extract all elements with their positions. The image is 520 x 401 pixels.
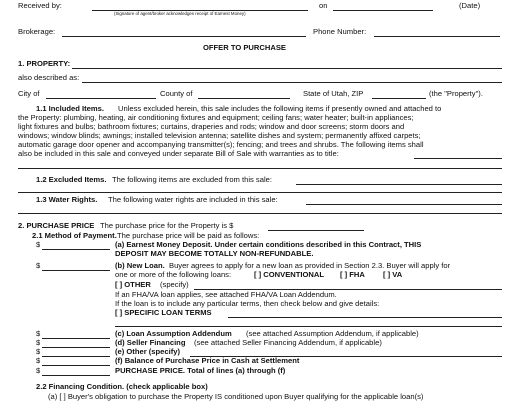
received-by-label: Received by: xyxy=(18,1,62,10)
new-loan-amount[interactable] xyxy=(42,270,110,271)
purchase-price-field[interactable] xyxy=(268,230,364,231)
balance-cash-label: (f) Balance of Purchase Price in Cash at Settlement xyxy=(115,356,300,365)
phone-field[interactable] xyxy=(374,36,500,37)
new-loan-line-1: Buyer agrees to apply for a new loan as provided in Section 2.3. Buyer will apply for xyxy=(169,261,451,270)
county-label: County of xyxy=(160,89,193,98)
earnest-money-line-2: DEPOSIT MAY BECOME TOTALLY NON-REFUNDABLE. xyxy=(115,249,314,258)
other-specify-payment-label: (e) Other (specify) xyxy=(115,347,180,356)
received-by-caption: (Signature of agent/broker acknowledges receipt of Earnest Money) xyxy=(114,11,246,16)
total-price-amount[interactable] xyxy=(42,375,110,376)
property-heading: 1. PROPERTY: xyxy=(18,59,71,68)
method-heading: 2.1 Method of Payment. xyxy=(32,231,117,240)
property-quote: (the "Property"). xyxy=(429,89,483,98)
brokerage-field[interactable] xyxy=(62,36,306,37)
fha-checkbox[interactable]: [ ] FHA xyxy=(340,270,365,279)
seller-financing-text: (see attached Seller Financing Addendum, if applicable) xyxy=(194,338,382,347)
dollar-f: $ xyxy=(36,356,41,365)
water-rights-field-2[interactable] xyxy=(18,213,502,214)
seller-financing-amount[interactable] xyxy=(42,347,110,348)
earnest-money-line-1: (a) Earnest Money Deposit. Under certain conditions described in this Contract, THIS xyxy=(115,240,422,249)
loan-assumption-amount[interactable] xyxy=(42,338,110,339)
financing-condition-a[interactable]: (a) [ ] Buyer's obligation to purchase the Property IS conditioned upon Buyer qualifying for the applicable loan(s) xyxy=(48,392,424,401)
financing-condition-heading: 2.2 Financing Condition. (check applicable box) xyxy=(36,382,208,391)
water-rights-field[interactable] xyxy=(306,204,502,205)
fha-va-note: If an FHA/VA loan applies, see attached FHA/VA Loan Addendum. xyxy=(115,290,337,299)
excluded-heading: 1.2 Excluded Items. xyxy=(36,175,107,184)
document-title: OFFER TO PURCHASE xyxy=(203,43,286,52)
water-heading: 1.3 Water Rights. xyxy=(36,195,98,204)
conventional-checkbox[interactable]: [ ] CONVENTIONAL xyxy=(254,270,325,279)
description-field[interactable] xyxy=(82,82,502,83)
county-field[interactable] xyxy=(198,98,290,99)
city-field[interactable] xyxy=(46,98,156,99)
loan-terms-note: If the loan is to include any particular terms, then check below and give details: xyxy=(115,299,380,308)
dollar-e: $ xyxy=(36,347,41,356)
va-checkbox[interactable]: [ ] VA xyxy=(383,270,403,279)
specific-loan-terms-checkbox[interactable]: [ ] SPECIFIC LOAN TERMS xyxy=(115,308,212,317)
included-items-field[interactable] xyxy=(414,158,502,159)
included-line-5: automatic garage door opener and accompanying transmitter(s); fencing; and trees and shrubs. The following items shall xyxy=(18,140,424,149)
dollar-a: $ xyxy=(36,240,41,249)
included-line-3: light fixtures and bulbs; bathroom fixtures; curtains, draperies and rods; window and door screens; storm doors and xyxy=(18,122,405,131)
on-label: on xyxy=(319,1,328,10)
included-line-1: Unless excluded herein, this sale includes the following items if presently owned and attached to xyxy=(118,104,442,113)
seller-financing-label: (d) Seller Financing xyxy=(115,338,186,347)
purchase-heading-text: The purchase price for the Property is $ xyxy=(100,221,234,230)
earnest-money-amount[interactable] xyxy=(42,249,110,250)
new-loan-line-2: one or more of the following loans: xyxy=(115,270,232,279)
specific-loan-terms-field-2[interactable] xyxy=(115,326,502,327)
date-field[interactable] xyxy=(333,10,433,11)
included-line-2: the Property: plumbing, heating, air conditioning fixtures and equipment; ceiling fans; water heater; built-in appliances; xyxy=(18,113,414,122)
included-line-6: also be included in this sale and conveyed under separate Bill of Sale with warranties as to title: xyxy=(18,149,339,158)
also-described-label: also described as: xyxy=(18,73,80,82)
dollar-b: $ xyxy=(36,261,41,270)
dollar-c: $ xyxy=(36,329,41,338)
zip-field[interactable] xyxy=(372,98,426,99)
purchase-heading: 2. PURCHASE PRICE xyxy=(18,221,95,230)
excluded-items-field[interactable] xyxy=(296,184,502,185)
phone-label: Phone Number: xyxy=(313,27,367,36)
method-text: The purchase price will be paid as follows: xyxy=(117,231,260,240)
balance-cash-amount[interactable] xyxy=(42,365,110,366)
other-amount[interactable] xyxy=(42,356,110,357)
new-loan-label: (b) New Loan. xyxy=(115,261,165,270)
loan-assumption-text: (see attached Assumption Addendum, if applicable) xyxy=(246,329,419,338)
state-zip-label: State of Utah, ZIP xyxy=(303,89,364,98)
other-specify-label: (specify) xyxy=(160,280,189,289)
water-text: The following water rights are included in this sale: xyxy=(108,195,278,204)
city-label: City of xyxy=(18,89,40,98)
other-loan-checkbox[interactable]: [ ] OTHER xyxy=(115,280,151,289)
included-heading: 1.1 Included Items. xyxy=(36,104,104,113)
excluded-text: The following items are excluded from this sale: xyxy=(112,175,272,184)
total-price-label: PURCHASE PRICE. Total of lines (a) through (f) xyxy=(115,366,286,375)
loan-assumption-label: (c) Loan Assumption Addendum xyxy=(115,329,232,338)
excluded-items-field-2[interactable] xyxy=(18,192,502,193)
dollar-total: $ xyxy=(36,366,41,375)
dollar-d: $ xyxy=(36,338,41,347)
brokerage-label: Brokerage: xyxy=(18,27,56,36)
specific-loan-terms-field[interactable] xyxy=(228,317,502,318)
date-label: (Date) xyxy=(459,1,481,10)
property-field[interactable] xyxy=(72,68,502,69)
included-items-field-2[interactable] xyxy=(18,168,502,169)
included-line-4: windows; window blinds; awnings; installed television antenna; satellite dishes and system; permanently affixed carpets; xyxy=(18,131,421,140)
